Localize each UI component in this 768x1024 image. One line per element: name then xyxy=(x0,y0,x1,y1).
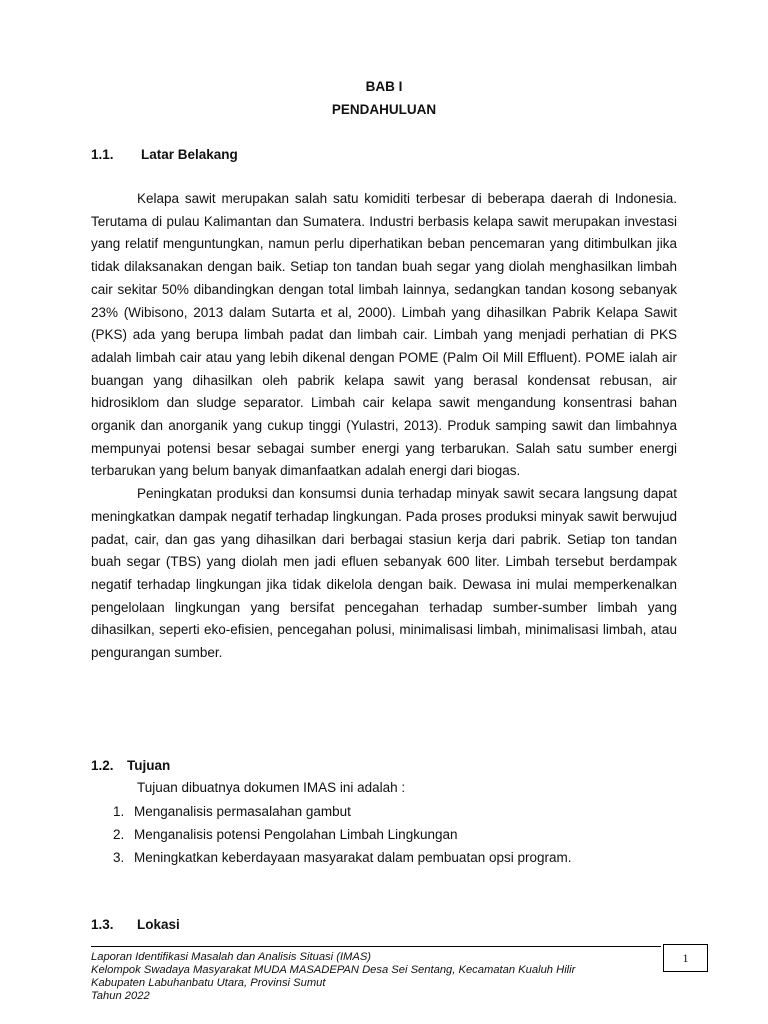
footer-line: Kelompok Swadaya Masyarakat MUDA MASADEPAN Desa Sei Sentang, Kecamatan Kualuh Hilir xyxy=(91,964,576,976)
chapter-label: BAB I xyxy=(365,79,403,94)
paragraph: Kelapa sawit merupakan salah satu komiditi terbesar di beberapa daerah di Indonesia. Terutama di pulau Kalimantan dan Sumatera. Industri berbasis kelapa sawit merupakan investasi yang relatif menguntungkan, namun perlu diperhatikan beban pencemaran yang ditimbulkan jika tidak dilaksanakan dengan baik. Setiap ton tandan buah segar yang diolah menghasilkan limbah cair sekitar 50% dibandingkan dengan total limbah lainnya, sedangkan tandan kosong sebanyak 23% (Wibisono, 2013 dalam Sutarta et al, 2000). Limbah yang dihasilkan Pabrik Kelapa Sawit (PKS) ada yang berupa limbah padat dan limbah cair. Limbah yang menjadi perhatian di PKS adalah limbah cair atau yang lebih dikenal dengan POME (Palm Oil Mill Effluent). POME ialah air buangan yang dihasilkan oleh pabrik kelapa sawit yang berasal kondensat rebusan, air hidrosiklom dan sludge separator. Limbah cair kelapa sawit mengandung konsentrasi bahan organik dan anorganik yang cukup tinggi (Yulastri, 2013). Produk samping sawit dan limbahnya mempunyai potensi besar sebagai sumber energi yang terbarukan. Salah satu sumber energi terbarukan yang belum banyak dimanfaatkan adalah energi dari biogas. xyxy=(91,191,677,479)
section-heading-latar-belakang xyxy=(91,147,238,162)
tujuan-intro: Tujuan dibuatnya dokumen IMAS ini adalah : xyxy=(137,780,406,795)
section-number: 1.2. xyxy=(91,758,114,773)
footer-line: Kabupaten Labuhanbatu Utara, Provinsi Sumut xyxy=(91,977,326,989)
chapter-title: PENDAHULUAN xyxy=(331,102,437,117)
section-title: Tujuan xyxy=(127,758,171,773)
page-number: 1 xyxy=(663,944,708,972)
section-number: 1.1. xyxy=(91,147,114,162)
document-page: BAB I PENDAHULUAN 1.1. Latar Belakang Kelapa sawit merupakan salah satu komiditi terbesar di beberapa daerah di Indonesia. Terutama di pulau Kalimantan dan Sumatera. Industri berbasis kelapa sawit merupakan investasi yang relatif menguntungkan, namun perlu diperhatikan beban pencemaran yang ditimbulkan jika tidak dilaksanakan dengan baik. Setiap ton tandan buah segar yang diolah menghasilkan limbah cair sekitar 50% dibandingkan dengan total limbah lainnya, sedangkan tandan kosong sebanyak 23% (Wibisono, 2013 dalam Sutarta et al, 2000). Limbah yang dihasilkan Pabrik Kelapa Sawit (PKS) ada yang berupa limbah padat dan limbah cair. Limbah yang menjadi perhatian di PKS adalah limbah cair atau yang lebih dikenal dengan POME (Palm Oil Mill Effluent). POME ialah air buangan yang dihasilkan oleh pabrik kelapa sawit yang berasal kondensat rebusan, air hidrosiklom dan sludge separator. Limbah cair kelapa sawit mengandung konsentrasi bahan organik dan anorganik yang cukup tinggi (Yulastri, 2013). Produk samping sawit dan limbahnya mempunyai potensi besar sebagai sumber energi yang terbarukan. Salah satu sumber energi terbarukan yang belum banyak dimanfaatkan adalah energi dari biogas. Peningkatan produksi dan konsumsi dunia terhadap minyak sawit secara langsung dapat meningkatkan dampak negatif terhadap lingkungan. Pada proses produksi minyak sawit berwujud padat, cair, dan gas yang dihasilkan dari berbagai stasiun kerja dari pabrik. Setiap ton tandan buah segar (TBS) yang diolah men jadi efluen sebanyak 600 liter. Limbah tersebut berdampak negatif terhadap lingkungan jika tidak dikelola dengan baik. Dewasa ini mulai memperkenalkan pengelolaan lingkungan yang bersifat pencegahan terhadap sumber-sumber limbah yang dihasilkan, seperti eko-efisien, pencegahan polusi, minimalisasi limbah, minimalisasi limbah, atau pengurangan sumber. 1.2. Tujuan Tujuan dibuatnya dokumen IMAS ini adalah : 1. Menganalisis permasalahan gambut 2. Menganalisis potensi Pengolahan Limbah Lingkungan 3. Meningkatkan keberdayaan masyarakat dalam pembuatan opsi program. 1.3. Lokasi Laporan Identifikasi Masalah dan Analisis Situasi (IMAS) Kelompok Swadaya Masyarakat MUDA MASADEPAN Desa Sei Sentang, Kecamatan Kualuh Hilir Kabupaten Labuhanbatu Utara, Provinsi Sumut Tahun 2022 1 xyxy=(0,0,768,1024)
section-title: Lokasi xyxy=(137,917,180,932)
section-heading-tujuan xyxy=(91,758,170,773)
latar-belakang-body xyxy=(91,188,677,665)
footer-divider xyxy=(91,946,661,947)
footer-line: Laporan Identifikasi Masalah dan Analisis Situasi (IMAS) xyxy=(91,951,372,963)
paragraph: Peningkatan produksi dan konsumsi dunia terhadap minyak sawit secara langsung dapat meningkatkan dampak negatif terhadap lingkungan. Pada proses produksi minyak sawit berwujud padat, cair, dan gas yang dihasilkan dari berbagai stasiun kerja dari pabrik. Setiap ton tandan buah segar (TBS) yang diolah men jadi efluen sebanyak 600 liter. Limbah tersebut berdampak negatif terhadap lingkungan jika tidak dikelola dengan baik. Dewasa ini mulai memperkenalkan pengelolaan lingkungan yang bersifat pencegahan terhadap sumber-sumber limbah yang dihasilkan, seperti eko-efisien, pencegahan polusi, minimalisasi limbah, minimalisasi limbah, atau pengurangan sumber. xyxy=(91,486,677,661)
footer xyxy=(91,951,575,1003)
footer-line: Tahun 2022 xyxy=(91,990,150,1002)
section-title: Latar Belakang xyxy=(141,147,238,162)
section-number: 1.3. xyxy=(91,917,114,932)
section-heading-lokasi xyxy=(91,917,180,932)
